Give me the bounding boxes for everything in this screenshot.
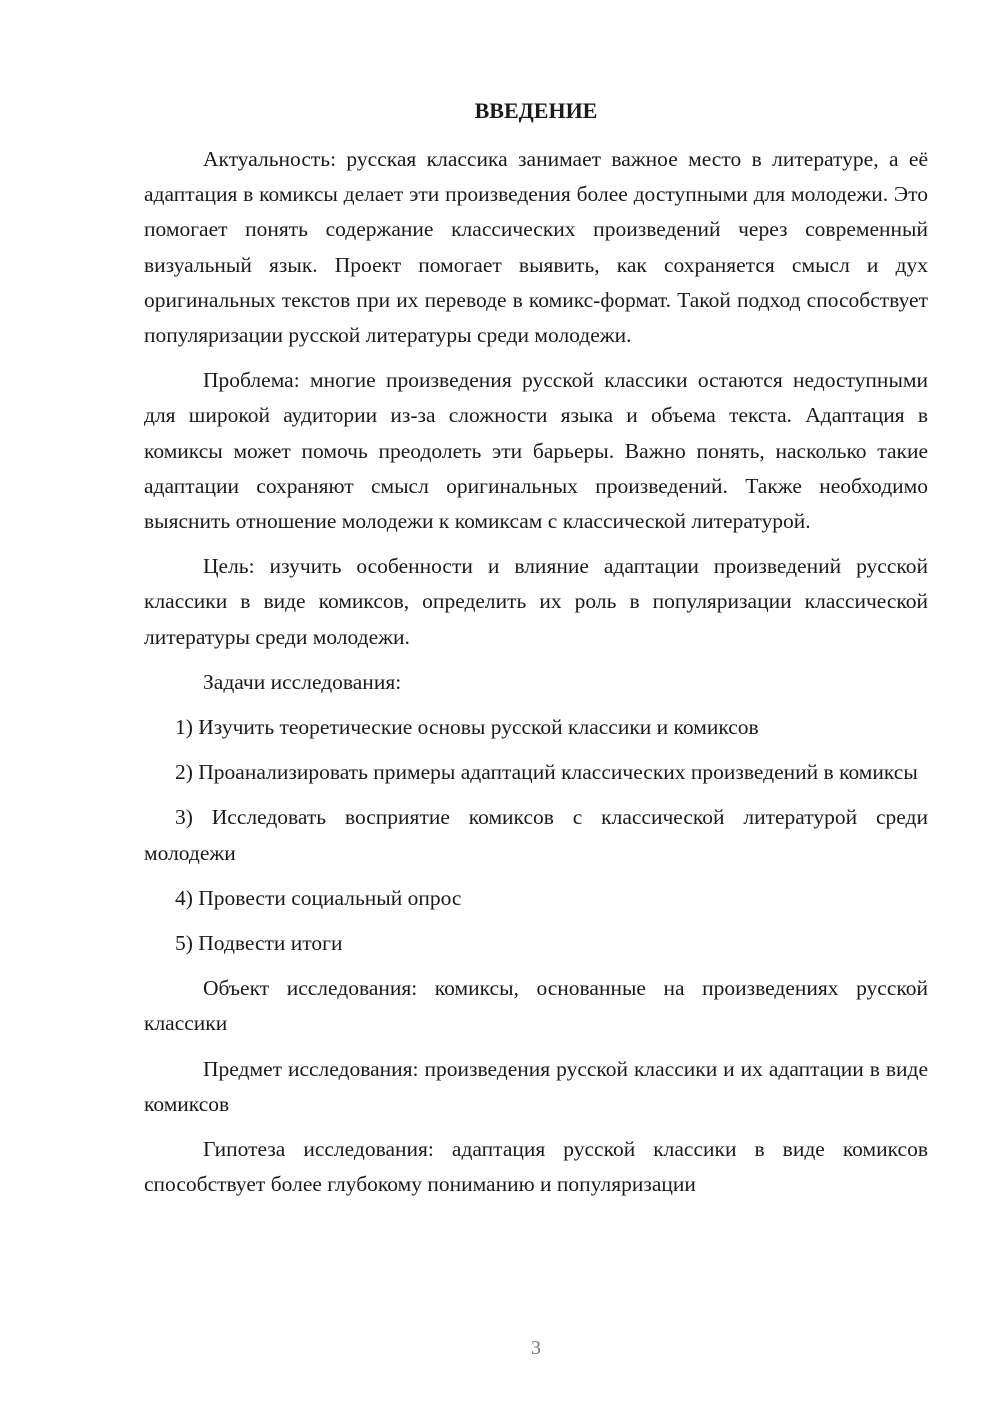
task-item-1: 1) Изучить теоретические основы русской классики и комиксов (175, 715, 759, 740)
paragraph-subject: Предмет исследования: произведения русской классики и их адаптации в виде комиксов (144, 1056, 928, 1116)
task-item-5: 5) Подвести итоги (175, 931, 343, 956)
task-item-3: 3) Исследовать восприятие комиксов с классической литературой среди молодежи (144, 805, 928, 865)
paragraph-object: Объект исследования: комиксы, основанные на произведениях русской классики (144, 976, 928, 1036)
paragraph-tasks-heading: Задачи исследования: (203, 669, 402, 694)
task-item-2: 2) Проанализировать примеры адаптаций классических произведений в комиксы (175, 760, 918, 785)
page-number: 3 (531, 1337, 541, 1359)
paragraph-hypothesis: Гипотеза исследования: адаптация русской классики в виде комиксов способствует более глубокому пониманию и популяризации (144, 1137, 928, 1197)
paragraph-relevance: Актуальность: русская классика занимает важное место в литературе, а её адаптация в комиксы делает эти произведения более доступными для молодежи. Это помогает понять содержание классических произведений через современный визуальный язык. Проект помогает выявить, как сохраняется смысл и дух оригинальных текстов при их переводе в комикс-формат. Такой подход способствует популяризации русской литературы среди молодежи. (144, 147, 928, 348)
page-title: ВВЕДЕНИЕ (474, 98, 598, 123)
paragraph-problem: Проблема: многие произведения русской классики остаются недоступными для широкой аудитории из-за сложности языка и объема текста. Адаптация в комиксы может помочь преодолеть эти барьеры. Важно понять, насколько такие адаптации сохраняют смысл оригинальных произведений. Также необходимо выяснить отношение молодежи к комиксам с классической литературой. (144, 368, 928, 534)
task-item-4: 4) Провести социальный опрос (175, 885, 462, 910)
paragraph-goal: Цель: изучить особенности и влияние адаптации произведений русской классики в виде комиксов, определить их роль в популяризации классической литературы среди молодежи. (144, 554, 928, 649)
document-body (144, 142, 928, 1212)
